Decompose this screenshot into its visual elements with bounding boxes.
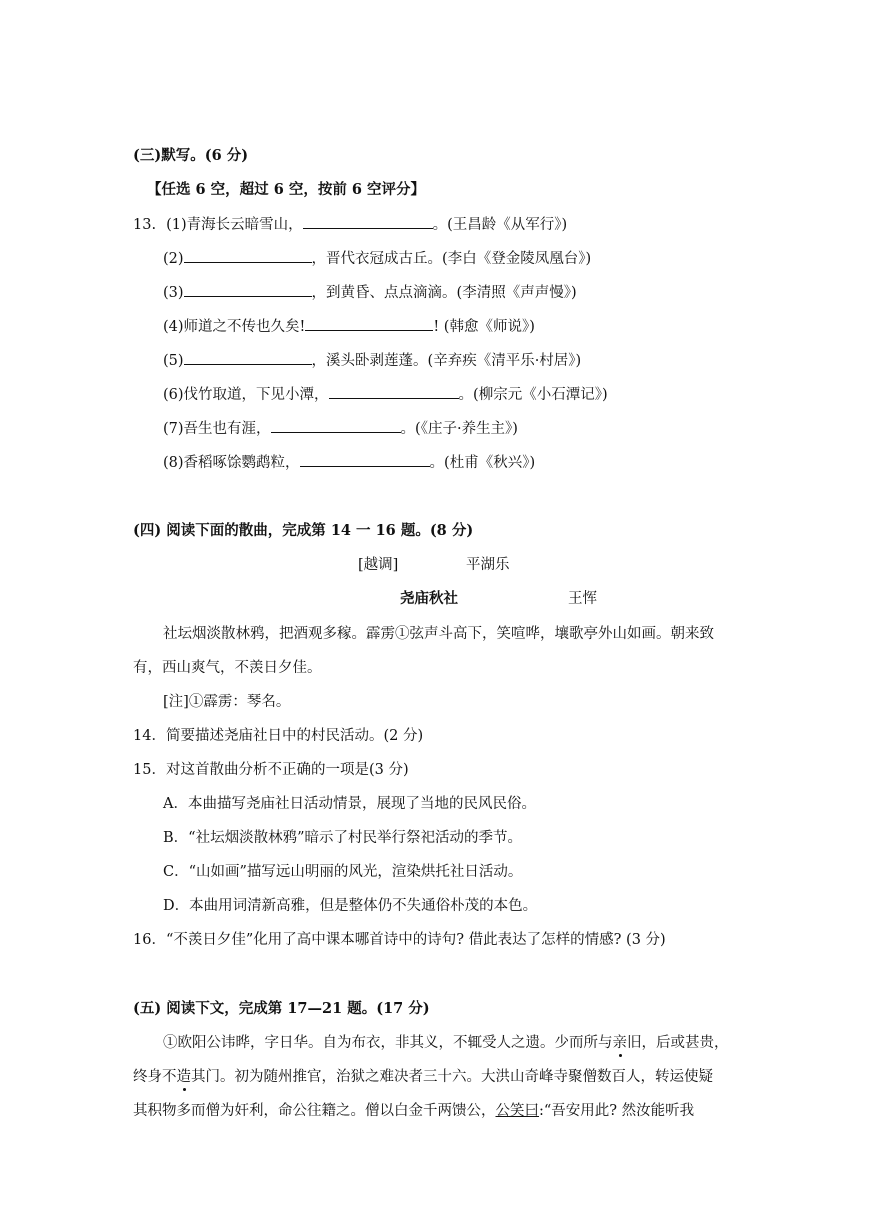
section3-heading: (三)默写。(6 分) xyxy=(133,147,249,164)
underlined-phrase: 公笑曰 xyxy=(495,1103,539,1119)
answer-blank[interactable] xyxy=(303,214,433,229)
q13-item-4-suffix: ! (韩愈《师说》) xyxy=(433,319,535,335)
q13-item-4 xyxy=(163,316,535,337)
answer-blank[interactable] xyxy=(300,452,430,467)
poem-tune-name: 平湖乐 xyxy=(466,557,510,573)
passage-text: 其门。初为随州推官，治狱之难决者三十六。大洪山奇峰寺聚僧数百人，转运使疑 xyxy=(191,1069,713,1085)
q13-item-6-suffix: 。(柳宗元《小石潭记》) xyxy=(458,387,608,403)
poem-author: 王恽 xyxy=(568,591,597,607)
q13-item-3-suffix: ，到黄昏、点点滴滴。(李清照《声声慢》) xyxy=(311,285,577,301)
question-16: 16．“不羡日夕佳”化用了高中课本哪首诗中的诗句? 借此表达了怎样的情感? (3 分) xyxy=(133,932,666,948)
q13-item-3 xyxy=(163,282,577,303)
section5-heading: (五) 阅读下文，完成第 17—21 题。(17 分) xyxy=(133,1000,430,1017)
answer-blank[interactable] xyxy=(184,350,312,365)
q13-item-8 xyxy=(163,452,535,473)
q13-item-7 xyxy=(163,418,518,439)
question-14: 14．简要描述尧庙社日中的村民活动。(2 分) xyxy=(133,728,424,744)
q13-item-7-suffix: 。(《庄子·养生主》) xyxy=(400,421,518,437)
section3-instruction: 【任选 6 空，超过 6 空，按前 6 空评分】 xyxy=(147,181,426,198)
answer-blank[interactable] xyxy=(184,282,312,297)
q13-item-1 xyxy=(133,214,567,235)
emphasis-char: 亲 xyxy=(612,1035,627,1051)
q13-item-3-prefix: (3) xyxy=(163,285,184,301)
passage-text: 旧，后或甚贵， xyxy=(627,1035,729,1051)
option-b: B．“社坛烟淡散林鸦”暗示了村民举行祭祀活动的季节。 xyxy=(163,830,522,846)
q13-item-2-suffix: ，晋代衣冠成古丘。(李白《登金陵凤凰台》) xyxy=(311,251,592,267)
q13-item-4-prefix: (4)师道之不传也久矣! xyxy=(163,319,306,335)
answer-blank[interactable] xyxy=(329,384,459,399)
emphasis-char: 造 xyxy=(176,1069,191,1085)
q13-item-1-suffix: 。(王昌龄《从军行》) xyxy=(432,217,568,233)
q13-item-8-suffix: 。(杜甫《秋兴》) xyxy=(429,455,536,471)
answer-blank[interactable] xyxy=(271,418,401,433)
poem-note: [注]①霹雳：琴名。 xyxy=(163,694,291,710)
question-15: 15．对这首散曲分析不正确的一项是(3 分) xyxy=(133,762,409,778)
answer-blank[interactable] xyxy=(184,248,312,263)
poem-tune: [越调] xyxy=(358,557,399,573)
passage-text: 其积物多而僧为奸利，命公往籍之。僧以白金千两馈公， xyxy=(133,1103,496,1119)
passage-text: 终身不 xyxy=(133,1069,177,1085)
option-d: D．本曲用词清新高雅，但是整体仍不失通俗朴茂的本色。 xyxy=(163,898,538,914)
poem-body-line-2: 有，西山爽气，不羡日夕佳。 xyxy=(133,660,322,676)
q13-item-5 xyxy=(163,350,581,371)
passage-line-2 xyxy=(133,1067,713,1087)
passage-line-1 xyxy=(163,1033,729,1053)
answer-blank[interactable] xyxy=(305,316,433,331)
passage-text: :“吾安用此? 然汝能听我 xyxy=(539,1103,695,1119)
q13-item-2-prefix: (2) xyxy=(163,251,184,267)
passage-text: ①欧阳公讳晔，字日华。自为布衣，非其义，不辄受人之遗。少而所与 xyxy=(163,1035,613,1051)
q13-item-1-prefix: (1)青海长云暗雪山， xyxy=(166,217,303,233)
q13-number: 13. xyxy=(133,217,157,233)
q13-item-6 xyxy=(163,384,608,405)
poem-title: 尧庙秋社 xyxy=(400,590,458,607)
q13-item-5-suffix: ，溪头卧剥莲蓬。(辛弃疾《清平乐·村居》) xyxy=(311,353,582,369)
passage-line-3 xyxy=(133,1101,694,1121)
poem-body-line-1: 社坛烟淡散林鸦，把酒观多稼。霹雳①弦声斗高下，笑喧哗，壤歌亭外山如画。朝来致 xyxy=(163,626,714,642)
section4-heading: (四) 阅读下面的散曲，完成第 14 一 16 题。(8 分) xyxy=(133,522,474,539)
q13-item-5-prefix: (5) xyxy=(163,353,184,369)
option-c: C．“山如画”描写远山明丽的风光，渲染烘托社日活动。 xyxy=(163,864,523,880)
q13-item-7-prefix: (7)吾生也有涯， xyxy=(163,421,271,437)
q13-item-8-prefix: (8)香稻啄馀鹦鹉粒， xyxy=(163,455,300,471)
q13-item-2 xyxy=(163,248,591,269)
option-a: A．本曲描写尧庙社日活动情景，展现了当地的民风民俗。 xyxy=(163,796,536,812)
q13-item-6-prefix: (6)伐竹取道，下见小潭， xyxy=(163,387,329,403)
